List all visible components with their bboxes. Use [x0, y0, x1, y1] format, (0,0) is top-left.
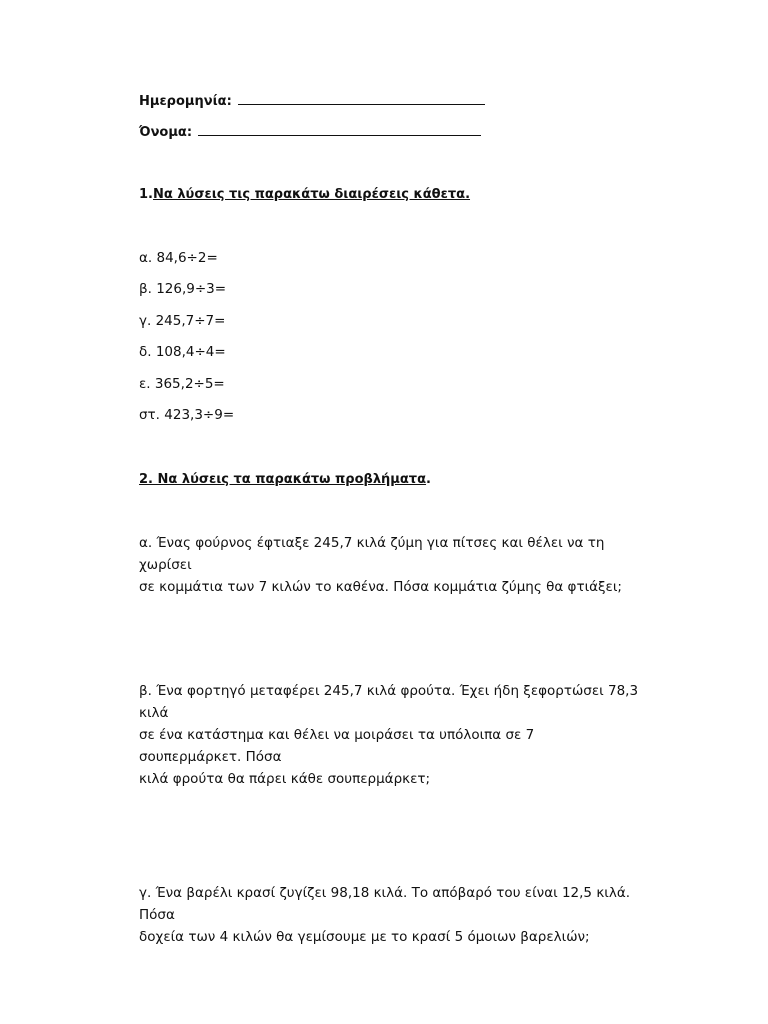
problem-line: δοχεία των 4 κιλών θα γεμίσουμε με το κρασί 5 όμοιων βαρελιών; [139, 929, 590, 945]
section1-heading [139, 187, 470, 202]
section2-title-end: . [426, 472, 431, 487]
exercise-item: στ. 423,3÷9= [139, 407, 235, 423]
problem-line: γ. Ένα βαρέλι κρασί ζυγίζει 98,18 κιλά. Το απόβαρό του είναι 12,5 κιλά. Πόσα [139, 885, 631, 923]
problem-line: β. Ένα φορτηγό μεταφέρει 245,7 κιλά φρούτα. Έχει ήδη ξεφορτώσει 78,3 κιλά [139, 683, 639, 721]
section2-title: 2. Να λύσεις τα παρακάτω προβλήματα [139, 472, 427, 487]
problem-line: σε κομμάτια των 7 κιλών το καθένα. Πόσα κομμάτια ζύμης θα φτιάξει; [139, 579, 622, 595]
section1-number: 1. [139, 187, 153, 202]
exercise-item: δ. 108,4÷4= [139, 344, 226, 360]
date-blank-line[interactable] [238, 92, 485, 105]
problem-c [139, 882, 639, 948]
exercise-item: α. 84,6÷2= [139, 250, 218, 266]
date-label: Ημερομηνία: [139, 94, 232, 109]
problem-line: κιλά φρούτα θα πάρει κάθε σουπερμάρκετ; [139, 771, 431, 787]
section2-heading [139, 472, 431, 487]
section1-title: Να λύσεις τις παρακάτω διαιρέσεις κάθετα. [152, 187, 471, 202]
exercise-item: γ. 245,7÷7= [139, 313, 226, 329]
exercise-item: ε. 365,2÷5= [139, 376, 225, 392]
name-row [139, 123, 481, 140]
name-label: Όνομα: [139, 125, 193, 140]
problem-line: α. Ένας φούρνος έφτιαξε 245,7 κιλά ζύμη για πίτσες και θέλει να τη χωρίσει [139, 535, 605, 573]
problem-b [139, 680, 639, 790]
exercise-item: β. 126,9÷3= [139, 281, 227, 297]
problem-line: σε ένα κατάστημα και θέλει να μοιράσει τα υπόλοιπα σε 7 σουπερμάρκετ. Πόσα [139, 727, 535, 765]
problem-a [139, 532, 639, 598]
date-row [139, 92, 485, 109]
name-blank-line[interactable] [198, 123, 481, 136]
